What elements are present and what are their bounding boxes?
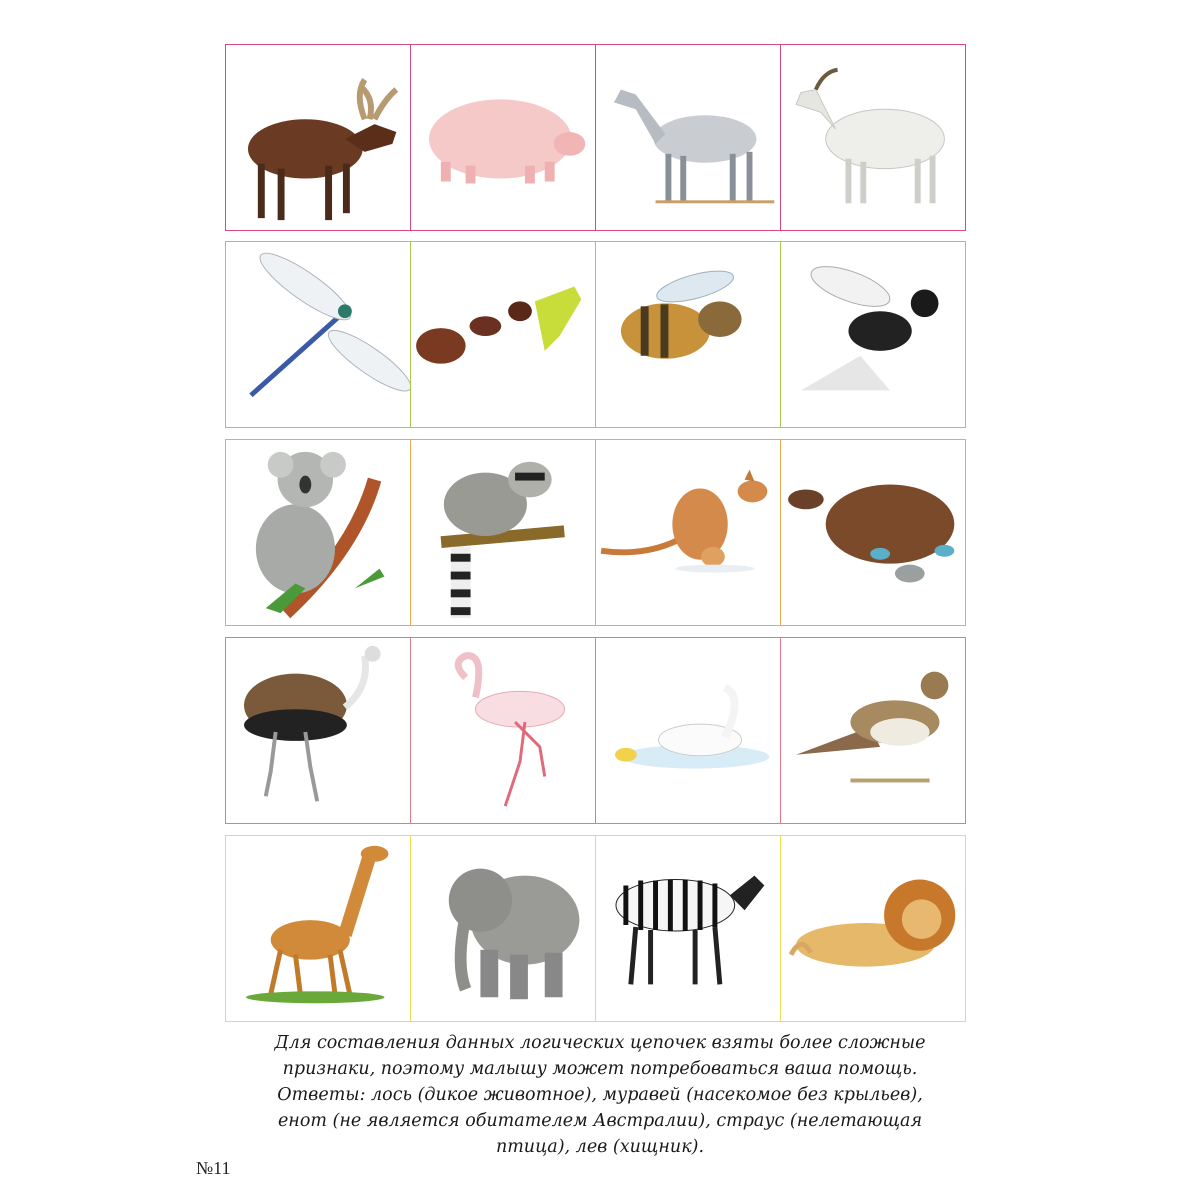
zebra-card bbox=[595, 835, 781, 1022]
caption-line: признаки, поэтому малышу может потребоваться ваша помощь. bbox=[282, 1059, 918, 1079]
zebra-illustration bbox=[596, 836, 780, 1021]
dragonfly-illustration bbox=[226, 242, 410, 427]
flamingo-illustration bbox=[411, 638, 595, 823]
raccoon-card bbox=[410, 439, 596, 626]
pig-card bbox=[410, 44, 596, 231]
giraffe-illustration bbox=[226, 836, 410, 1021]
pig-illustration bbox=[411, 45, 595, 230]
swan-illustration bbox=[596, 638, 780, 823]
swan-card bbox=[595, 637, 781, 824]
ostrich-card bbox=[225, 637, 411, 824]
giraffe-card bbox=[225, 835, 411, 1022]
goat-card bbox=[780, 44, 966, 231]
bee-card bbox=[595, 241, 781, 428]
flamingo-card bbox=[410, 637, 596, 824]
caption-line: птица), лев (хищник). bbox=[495, 1137, 705, 1157]
raccoon-illustration bbox=[411, 440, 595, 625]
horse-illustration bbox=[596, 45, 780, 230]
fly-illustration bbox=[781, 242, 965, 427]
caption-line: енот (не является обитателем Австралии), страус (нелетающая bbox=[277, 1111, 923, 1131]
fly-card bbox=[780, 241, 966, 428]
platypus-illustration bbox=[781, 440, 965, 625]
goat-illustration bbox=[781, 45, 965, 230]
elephant-card bbox=[410, 835, 596, 1022]
answers-caption bbox=[225, 1030, 975, 1160]
moose-card bbox=[225, 44, 411, 231]
ant-illustration bbox=[411, 242, 595, 427]
moose-illustration bbox=[226, 45, 410, 230]
lion-illustration bbox=[781, 836, 965, 1021]
dragonfly-card bbox=[225, 241, 411, 428]
cards-row-2 bbox=[225, 241, 966, 428]
koala-card bbox=[225, 439, 411, 626]
horse-card bbox=[595, 44, 781, 231]
elephant-illustration bbox=[411, 836, 595, 1021]
ostrich-illustration bbox=[226, 638, 410, 823]
lark-illustration bbox=[781, 638, 965, 823]
kangaroo-illustration bbox=[596, 440, 780, 625]
cards-row-1 bbox=[225, 44, 966, 231]
cards-row-5 bbox=[225, 835, 966, 1022]
cards-row-3 bbox=[225, 439, 966, 626]
kangaroo-card bbox=[595, 439, 781, 626]
koala-illustration bbox=[226, 440, 410, 625]
lark-card bbox=[780, 637, 966, 824]
ant-card bbox=[410, 241, 596, 428]
cards-row-4 bbox=[225, 637, 966, 824]
caption-line: Для составления данных логических цепочек взяты более сложные bbox=[274, 1033, 926, 1053]
lion-card bbox=[780, 835, 966, 1022]
caption-line: Ответы: лось (дикое животное), муравей (насекомое без крыльев), bbox=[277, 1085, 923, 1105]
bee-illustration bbox=[596, 242, 780, 427]
platypus-card bbox=[780, 439, 966, 626]
page-number: №11 bbox=[196, 1158, 231, 1178]
